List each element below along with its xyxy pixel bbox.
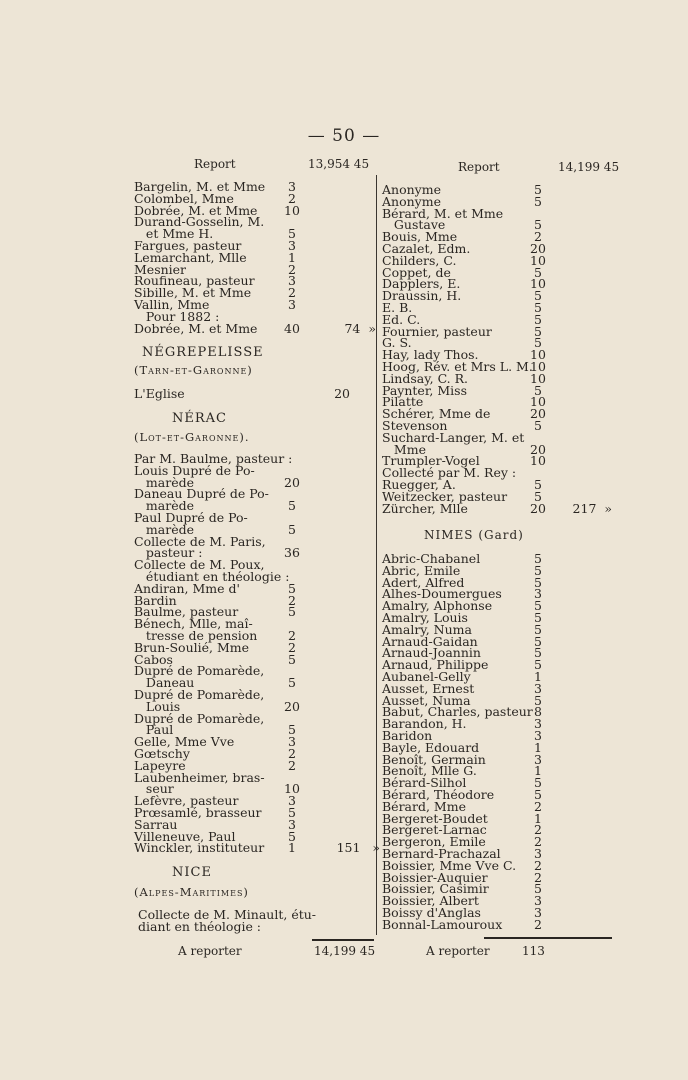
entry-amount: 5	[534, 182, 542, 197]
entry-name: Collecté par M. Rey :	[382, 465, 517, 481]
entry-amount: 20	[530, 241, 546, 256]
entry-name: Baridon	[382, 728, 433, 743]
entry-name: Bergeret-Boudet	[382, 810, 488, 826]
entry-amount: 20	[284, 474, 300, 490]
entry-amount: 5	[534, 335, 542, 351]
entry-amount: 5	[534, 323, 542, 339]
entry-name: Bardin	[134, 592, 177, 608]
nerac-subtitle: (Lot-et-Garonne).	[134, 430, 250, 444]
entry-name: Trumpler-Vogel	[382, 453, 480, 469]
entry-amount: 5	[534, 477, 542, 492]
entry-amount: 10	[284, 202, 300, 218]
entry-name: Cazalet, Edm.	[382, 241, 471, 256]
entry-name: Amalry, Louis	[382, 610, 468, 625]
entry-amount: 10	[530, 394, 546, 410]
entry-amount: 5	[534, 692, 542, 708]
nice-title: NICE	[172, 865, 212, 880]
entry-name: Ausset, Ernest	[382, 680, 475, 696]
nice-line-1: Collecte de M. Minault, étu-	[138, 907, 317, 922]
entry-amount: 5	[534, 657, 542, 673]
entry-name: Abric-Chabanel	[382, 551, 481, 566]
entry-amount: 3	[288, 297, 296, 312]
entry-name: Paynter, Miss	[382, 382, 468, 398]
entry-name: Bernard-Prachazal	[382, 846, 501, 861]
entry-name: Bergeron, Emile	[382, 834, 486, 850]
entry-amount: 5	[288, 226, 296, 242]
entry-name: Collecte de M. Paris,	[134, 533, 266, 549]
nice-line-2: diant en théologie :	[138, 919, 262, 934]
entry-amount: 3	[288, 179, 296, 194]
column-divider	[376, 175, 377, 935]
entry-name: Paul	[134, 722, 174, 738]
entry-name: Villeneuve, Paul	[134, 828, 236, 844]
entry-amount: 5	[534, 787, 542, 802]
entry-name: Bargelin, M. et Mme	[134, 179, 266, 194]
entry-name: E. B.	[382, 300, 413, 315]
entry-name: tresse de pension	[134, 628, 258, 643]
entry-name: Zürcher, Mlle	[382, 500, 468, 516]
entry-name: Bonnal-Lamouroux	[382, 916, 503, 932]
entry-name: Anonyme	[382, 193, 441, 209]
entry-name: Dobrée, M. et Mme	[134, 320, 258, 336]
entry-name: et Mme H.	[134, 226, 214, 242]
entry-name: Gœtschy	[134, 746, 190, 761]
entry-amount: 3	[288, 793, 296, 809]
entry-name: Ed. C.	[382, 311, 421, 327]
entry-name: seur	[134, 781, 174, 797]
entry-amount: 10	[530, 359, 546, 374]
entry-name: Anonyme	[382, 182, 441, 197]
entry-name: Bénech, Mlle, maî-	[134, 616, 253, 632]
nice-subtitle: (Alpes-Maritimes)	[134, 885, 249, 899]
right-report-value: 14,199 45	[558, 160, 620, 174]
entry-name: Babut, Charles, pasteur	[382, 704, 533, 720]
entry-amount: 2	[534, 798, 542, 814]
entry-name: Boissier-Auquier	[382, 869, 488, 885]
entry-amount: 3	[534, 905, 542, 920]
entry-name: Abric, Emile	[382, 562, 461, 578]
entry-amount: 10	[284, 781, 300, 797]
entry-amount: 5	[288, 805, 296, 820]
right-footer-label: A reporter	[426, 944, 490, 958]
entry-amount: 20	[530, 406, 546, 422]
entry-amount: 3	[288, 734, 296, 750]
entry-name: Alhes-Doumergues	[382, 586, 502, 602]
entry-amount: 10	[530, 252, 546, 268]
entry-amount: 1	[534, 669, 542, 684]
entry-amount: 1	[534, 739, 542, 755]
entry-name: Bouis, Mme	[382, 229, 458, 245]
entry-amount: 5	[534, 300, 542, 315]
entry-name: Colombel, Mme	[134, 190, 234, 206]
entry-amount: 2	[288, 746, 296, 761]
entry-name: Draussin, H.	[382, 288, 462, 304]
entry-name: Dupré de Pomarède,	[134, 687, 265, 702]
entry-amount: 5	[288, 675, 296, 691]
entry-name: Weitzecker, pasteur	[382, 488, 508, 504]
entry-name: Paul Dupré de Po-	[134, 510, 248, 525]
entry-amount: 2	[288, 190, 296, 206]
entry-amount: 20	[530, 500, 546, 516]
entry-name: Roufineau, pasteur	[134, 273, 255, 289]
entry-amount: 3	[534, 716, 542, 732]
entry-total: 20	[334, 386, 350, 401]
entry-amount: 5	[534, 551, 542, 566]
entry-amount: 2	[534, 916, 542, 932]
entry-amount: 1	[534, 763, 542, 779]
negrepelisse-subtitle: (Tarn-et-Garonne)	[134, 363, 253, 377]
entry-amount: 5	[534, 574, 542, 590]
entry-name: Prœsamlé, brasseur	[134, 805, 262, 820]
entry-name: Lapeyre	[134, 757, 186, 773]
entry-name: Vallin, Mme	[134, 297, 210, 312]
entry-name: Stevenson	[382, 418, 448, 433]
entry-name: Durand-Gosselin, M.	[134, 214, 265, 230]
entry-amount: 10	[530, 276, 546, 292]
entry-name: Cabos	[134, 651, 173, 667]
entry-amount: 2	[534, 857, 542, 873]
entry-name: Schérer, Mme de	[382, 406, 491, 422]
entry-name: Daneau Dupré de Po-	[134, 486, 269, 502]
entry-name: Louis	[134, 698, 181, 714]
entry-name: pasteur :	[134, 545, 203, 561]
entry-name: Mesnier	[134, 261, 187, 277]
entry-name: Gustave	[382, 217, 446, 233]
entry-name: Brun-Soulié, Mme	[134, 639, 250, 655]
entry-name: Winckler, instituteur	[134, 840, 265, 856]
entry-name: Lemarchant, Mlle	[134, 249, 247, 265]
entry-name: Childers, C.	[382, 252, 457, 268]
entry-amount: 10	[530, 453, 546, 469]
entry-amount: 1	[534, 810, 542, 826]
entry-name: Adert, Alfred	[382, 574, 465, 590]
entry-name: Boissy d'Anglas	[382, 905, 481, 920]
entry-amount: 5	[288, 651, 296, 667]
left-footer-label: A reporter	[178, 944, 242, 958]
entry-name: G. S.	[382, 335, 412, 351]
entry-amount: 3	[288, 273, 296, 289]
entry-name: marède	[134, 474, 194, 490]
entry-amount: 3	[534, 751, 542, 767]
entry-name: Hay, lady Thos.	[382, 347, 479, 363]
entry-amount: 40	[284, 320, 300, 336]
entry-name: Dupré de Pomarède,	[134, 710, 265, 726]
footer-rule	[484, 937, 612, 939]
entry-amount: 5	[288, 722, 296, 738]
entry-amount: 20	[530, 441, 546, 457]
entry-amount: 10	[530, 370, 546, 386]
entry-name: Daneau	[134, 675, 195, 691]
entry-amount: 3	[534, 846, 542, 861]
entry-name: Barandon, H.	[382, 716, 467, 732]
entry-amount: 5	[534, 217, 542, 233]
entry-amount: 5	[534, 382, 542, 398]
entry-amount: 5	[534, 598, 542, 614]
entry-amount: 2	[288, 592, 296, 608]
entry-amount: 2	[288, 639, 296, 655]
entry-name: Gelle, Mme Vve	[134, 734, 235, 750]
entry-name: Bérard, M. et Mme	[382, 205, 504, 221]
entry-name: Collecte de M. Poux,	[134, 557, 265, 573]
entry-amount: 3	[288, 816, 296, 832]
entry-name: Coppet, de	[382, 264, 451, 280]
entry-amount: 5	[288, 521, 296, 537]
page-number: — 50 —	[307, 126, 381, 146]
entry-name: Louis Dupré de Po-	[134, 462, 255, 478]
entry-amount: 10	[530, 347, 546, 363]
entry-amount: 2	[288, 285, 296, 301]
entry-name: Benoît, Germain	[382, 751, 486, 767]
entry-total: 217 »	[572, 500, 612, 516]
entry-amount: 5	[534, 264, 542, 280]
nerac-title: NÉRAC	[172, 411, 227, 426]
entry-total: 74 »	[344, 320, 376, 336]
entry-name: Amalry, Alphonse	[382, 598, 493, 614]
entry-name: Laubenheimer, bras-	[134, 769, 265, 785]
entry-name: Bérard, Théodore	[382, 787, 495, 802]
entry-name: Fargues, pasteur	[134, 238, 242, 253]
entry-name: marède	[134, 521, 194, 537]
entry-amount: 5	[288, 828, 296, 844]
entry-name: Lindsay, C. R.	[382, 370, 469, 386]
entry-name: Boissier, Albert	[382, 893, 479, 909]
entry-name: Arnaud, Philippe	[382, 657, 489, 673]
entry-amount: 2	[534, 229, 542, 245]
entry-name: Fournier, pasteur	[382, 323, 492, 339]
entry-amount: 3	[534, 728, 542, 743]
entry-amount: 5	[534, 488, 542, 504]
entry-amount: 5	[534, 418, 542, 433]
entry-name: Benoît, Mlle G.	[382, 763, 477, 779]
entry-amount: 2	[288, 261, 296, 277]
right-footer-value: 113	[522, 944, 545, 958]
entry-name: Ruegger, A.	[382, 477, 456, 492]
entry-amount: 5	[288, 498, 296, 514]
entry-name: Suchard-Langer, M. et	[382, 429, 525, 445]
entry-name: Boissier, Casimir	[382, 881, 489, 897]
entry-name: Amalry, Numa	[382, 621, 472, 637]
entry-name: Pilatte	[382, 394, 424, 410]
entry-amount: 2	[534, 822, 542, 838]
entry-amount: 8	[534, 704, 542, 720]
entry-amount: 5	[288, 580, 296, 596]
entry-name: Arnaud-Joannin	[382, 645, 481, 661]
entry-name: Dobrée, M. et Mme	[134, 202, 258, 218]
entry-amount: 20	[284, 698, 300, 714]
entry-amount: 5	[534, 610, 542, 625]
right-report-label: Report	[458, 160, 500, 174]
entry-name: Sarrau	[134, 816, 178, 832]
entry-amount: 5	[534, 193, 542, 209]
entry-amount: 5	[534, 288, 542, 304]
entry-amount: 36	[284, 545, 300, 561]
entry-amount: 1	[288, 840, 296, 856]
entry-name: Dapplers, E.	[382, 276, 461, 292]
left-report-value: 13,954 45	[308, 157, 370, 171]
left-footer-value: 14,199 45	[314, 944, 376, 958]
entry-name: Mme	[382, 441, 426, 457]
entry-name: étudiant en théologie :	[134, 569, 290, 584]
entry-name: Pour 1882 :	[134, 308, 220, 324]
entry-name: Hoog, Rév. et Mrs L. M.	[382, 359, 533, 374]
negrepelisse-title: NÉGREPELISSE	[142, 345, 264, 360]
entry-name: Dupré de Pomarède,	[134, 663, 265, 679]
entry-amount: 3	[534, 680, 542, 696]
entry-amount: 5	[534, 633, 542, 649]
entry-name: Arnaud-Gaidan	[382, 633, 478, 649]
entry-name: Bérard-Silhol	[382, 775, 467, 791]
entry-amount: 5	[534, 621, 542, 637]
entry-amount: 5	[534, 881, 542, 897]
entry-amount: 2	[288, 628, 296, 643]
entry-name: Aubanel-Gelly	[382, 669, 471, 684]
entry-amount: 2	[288, 757, 296, 773]
entry-name: Par M. Baulme, pasteur :	[134, 451, 293, 466]
entry-name: Bergeret-Larnac	[382, 822, 487, 838]
entry-name: Lefèvre, pasteur	[134, 793, 239, 809]
entry-name: Bérard, Mme	[382, 798, 466, 814]
entry-amount: 5	[534, 562, 542, 578]
entry-amount: 3	[534, 893, 542, 909]
entry-name: L'Eglise	[134, 386, 185, 401]
entry-amount: 1	[288, 249, 296, 265]
entry-name: Bayle, Edouard	[382, 739, 480, 755]
entry-amount: 2	[534, 834, 542, 850]
entry-name: Ausset, Numa	[382, 692, 471, 708]
entry-total: 151 »	[336, 840, 380, 856]
left-report-label: Report	[194, 157, 236, 171]
entry-name: Sibille, M. et Mme	[134, 285, 252, 301]
entry-amount: 3	[534, 586, 542, 602]
entry-amount: 3	[288, 238, 296, 253]
entry-amount: 2	[534, 869, 542, 885]
entry-name: Baulme, pasteur	[134, 604, 239, 620]
entry-name: Andiran, Mme d'	[134, 580, 240, 596]
entry-name: Boissier, Mme Vve C.	[382, 857, 517, 873]
entry-amount: 5	[534, 645, 542, 661]
nimes-title: NIMES (Gard)	[424, 528, 524, 542]
entry-amount: 5	[288, 604, 296, 620]
entry-amount: 5	[534, 311, 542, 327]
entry-amount: 5	[534, 775, 542, 791]
entry-name: marède	[134, 498, 194, 514]
footer-rule	[312, 939, 374, 941]
